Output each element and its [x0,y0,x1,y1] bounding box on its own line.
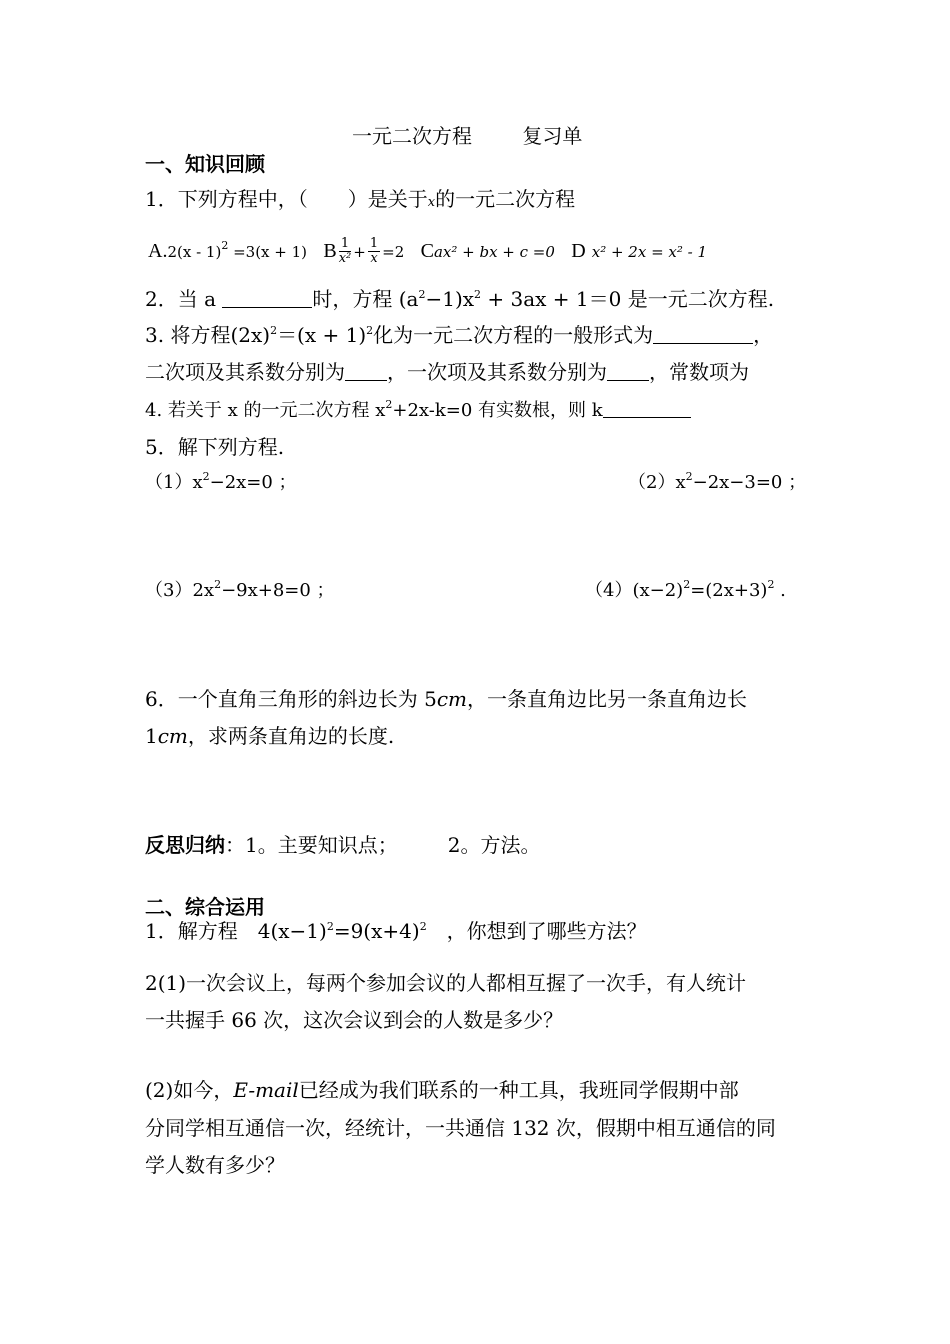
option-b-num-2: 1 [369,236,379,251]
option-d-label: D [571,240,586,262]
s2-question-2-line-2: 一共握手 66 次，这次会议到会的人数是多少？ [145,1008,564,1032]
q2-blank[interactable] [222,289,312,308]
q4-blank[interactable] [603,399,691,418]
title-sub: 复习单 [522,124,583,148]
q2-sup-1: 2 [418,288,426,301]
option-b-num-1: 1 [340,236,350,251]
section-heading-1: 一、知识回顾 [145,152,265,176]
q3-l2-b: ，一次项及其系数分别为 [387,360,607,384]
s2-question-2-line-1: 2(1)一次会议上，每两个参加会议的人都相互握了一次手，有人统计 [145,971,747,995]
option-a-label: A. [148,240,168,262]
option-b-fraction-1 [339,237,352,266]
q3-l1-end: ， [753,323,774,347]
option-b-den-2: x [370,251,378,266]
option-c-label: C [420,240,434,262]
q1-var: x [427,195,436,210]
q5-p2-b: −2x−3=0 ； [692,472,807,493]
option-a-sup: 2 [221,239,229,252]
option-b-den-1: x² [338,251,352,266]
option-b-label: B [323,240,337,262]
q5-p4-a: （4）(x−2) [585,580,684,601]
q5-p2-a: （2）x [628,472,686,493]
option-b-fraction-2 [368,237,380,266]
q1-options [148,230,707,270]
q3-sup-2: 2 [366,324,374,337]
q5-p4-c: . [774,580,786,601]
q5-p1-b: −2x=0 ； [209,472,297,493]
q3-l1-prefix: 3. 将方程(2x) [145,323,271,347]
q6-l1-unit: cm [436,687,467,711]
q5-p3-a: （3）2x [145,580,215,601]
q5-part-2 [628,469,806,497]
q3-sup-1: 2 [270,324,278,337]
question-1 [145,185,575,217]
q5-p3-b: −9x+8=0 ； [221,580,335,601]
option-b-plus: + [353,243,366,261]
q3-blank-quadratic[interactable] [345,362,387,381]
s2q1-c: ，你想到了哪些方法？ [426,919,647,943]
q2-mid2: −1)x [425,287,475,311]
q2-prefix: 2．当 a [145,287,223,311]
option-a-expr-right: =3(x + 1) [228,243,308,261]
q1-suffix: 的一元二次方程 [435,187,576,211]
q5-part-4 [585,577,786,605]
q6-l2-unit: cm [157,724,188,748]
q3-l2-a: 二次项及其系数分别为 [145,360,345,384]
q5-part-3 [145,577,335,605]
s2q1-a: 1．解方程 4(x−1) [145,919,327,943]
s2q2-l3-em: E-mail [233,1078,299,1102]
question-5-label: 5．解下列方程. [145,435,285,459]
q3-l2-c: ，常数项为 [649,360,749,384]
q6-l1-b: ，一条直角边比另一条直角边长 [466,687,747,711]
q5-p4-sup-1: 2 [683,578,691,591]
q5-p4-sup-2: 2 [767,578,775,591]
q2-suffix: + 3ax + 1＝0 是一元二次方程. [481,287,775,311]
q6-l2-a: 1 [145,724,158,748]
s2-question-2-line-5: 学人数有多少？ [145,1153,285,1177]
q3-blank-form[interactable] [653,325,753,344]
s2q1-b: =9(x+4) [333,919,420,943]
q5-p1-a: （1）x [145,472,203,493]
title-main: 一元二次方程 [352,124,472,148]
question-4 [145,397,691,425]
s2q2-l3-a: (2)如今， [145,1078,234,1102]
q1-prefix: 1．下列方程中，（ ）是关于 [145,187,428,211]
s2-question-2-line-3 [145,1076,739,1104]
reflection-text: ：1。主要知识点； 2。方法。 [225,833,541,857]
q3-l1-mid: ＝(x + 1) [277,323,367,347]
page-title [352,122,582,150]
question-6-line-2 [145,722,394,750]
option-c-expr: ax² + bx + c =0 [433,243,555,261]
s2q2-l3-b: 已经成为我们联系的一种工具，我班同学假期中部 [298,1078,739,1102]
question-3-line-1 [145,321,773,349]
q6-l2-b: ，求两条直角边的长度. [187,724,395,748]
q4-prefix: 4. 若关于 x 的一元二次方程 x [145,400,386,421]
question-2 [145,285,774,313]
s2-question-2-line-4: 分同学相互通信一次，经统计，一共通信 132 次，假期中相互通信的同 [145,1116,776,1140]
reflection [145,831,540,859]
q5-p2-sup: 2 [685,470,693,483]
q5-p3-sup: 2 [214,578,222,591]
option-d-expr: x² + 2x = x² - 1 [591,243,708,261]
section-heading-2: 二、综合运用 [145,895,265,919]
option-a-expr-left: 2(x - 1) [167,243,222,261]
q4-sup: 2 [385,398,393,411]
q6-l1-a: 6．一个直角三角形的斜边长为 5 [145,687,437,711]
q4-suffix: +2x-k=0 有实数根，则 k [392,400,603,421]
q3-blank-linear[interactable] [607,362,649,381]
q2-sup-2: 2 [474,288,482,301]
reflection-label: 反思归纳 [145,833,225,857]
option-b-rest: =2 [382,243,405,261]
q3-l1-suffix: 化为一元二次方程的一般形式为 [373,323,654,347]
s2q1-sup-2: 2 [419,920,427,933]
s2q1-sup-1: 2 [326,920,334,933]
question-3-line-2 [145,358,749,386]
s2-question-1 [145,917,647,945]
q2-middle: 时，方程 (a [312,287,419,311]
q5-part-1 [145,469,297,497]
q5-p1-sup: 2 [202,470,210,483]
question-6-line-1 [145,685,747,713]
q5-p4-b: =(2x+3) [690,580,768,601]
